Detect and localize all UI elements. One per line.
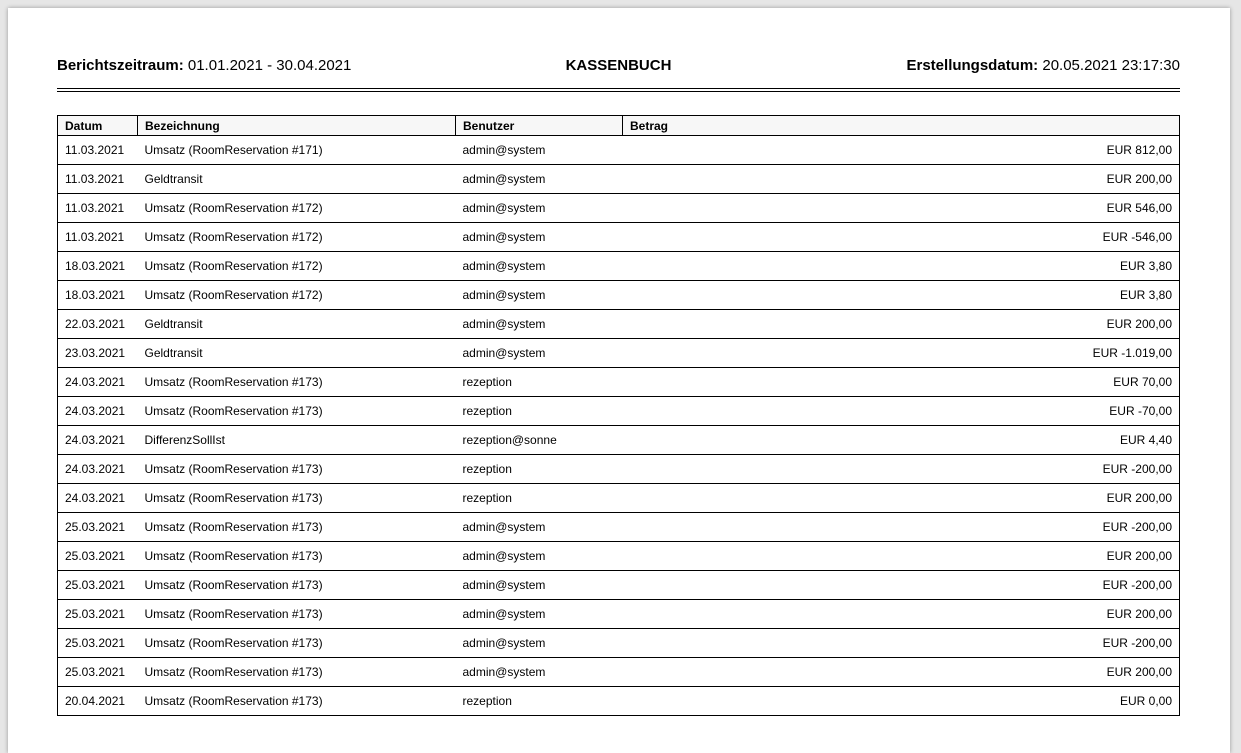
report-created-label: Erstellungsdatum: — [906, 57, 1039, 74]
cell-date: 11.03.2021 — [58, 136, 138, 165]
cell-description: Umsatz (RoomReservation #173) — [138, 484, 456, 513]
cell-date: 25.03.2021 — [58, 571, 138, 600]
table-row — [58, 426, 1180, 455]
cell-date: 25.03.2021 — [58, 629, 138, 658]
cell-date: 25.03.2021 — [58, 542, 138, 571]
cell-description: Umsatz (RoomReservation #172) — [138, 223, 456, 252]
cell-description: DifferenzSollIst — [138, 426, 456, 455]
cell-description: Umsatz (RoomReservation #172) — [138, 194, 456, 223]
cell-description: Umsatz (RoomReservation #173) — [138, 397, 456, 426]
cell-amount: EUR -200,00 — [623, 629, 1180, 658]
cell-description: Geldtransit — [138, 339, 456, 368]
cell-amount: EUR 200,00 — [623, 165, 1180, 194]
table-row — [58, 368, 1180, 397]
cell-description: Umsatz (RoomReservation #173) — [138, 658, 456, 687]
cell-date: 18.03.2021 — [58, 252, 138, 281]
table-row — [58, 455, 1180, 484]
cell-description: Umsatz (RoomReservation #173) — [138, 600, 456, 629]
cell-user: rezeption@sonne — [456, 426, 623, 455]
cell-date: 11.03.2021 — [58, 165, 138, 194]
cell-date: 25.03.2021 — [58, 658, 138, 687]
cell-amount: EUR 4,40 — [623, 426, 1180, 455]
cell-user: admin@system — [456, 542, 623, 571]
cell-amount: EUR -200,00 — [623, 513, 1180, 542]
cell-description: Umsatz (RoomReservation #173) — [138, 455, 456, 484]
cell-date: 11.03.2021 — [58, 223, 138, 252]
cell-date: 25.03.2021 — [58, 600, 138, 629]
cell-description: Geldtransit — [138, 165, 456, 194]
report-period-value: 01.01.2021 - 30.04.2021 — [187, 57, 352, 74]
cell-amount: EUR 546,00 — [623, 194, 1180, 223]
cell-description: Geldtransit — [138, 310, 456, 339]
cell-date: 22.03.2021 — [58, 310, 138, 339]
table-row — [58, 571, 1180, 600]
cell-amount: EUR -1.019,00 — [623, 339, 1180, 368]
cell-date: 23.03.2021 — [58, 339, 138, 368]
cell-user: rezeption — [456, 484, 623, 513]
cell-date: 24.03.2021 — [58, 368, 138, 397]
cell-user: admin@system — [456, 571, 623, 600]
cell-amount: EUR -546,00 — [623, 223, 1180, 252]
table-row — [58, 513, 1180, 542]
column-header-description: Bezeichnung — [138, 116, 456, 136]
table-row — [58, 687, 1180, 716]
cell-amount: EUR 200,00 — [623, 484, 1180, 513]
cell-description: Umsatz (RoomReservation #173) — [138, 571, 456, 600]
cell-date: 20.04.2021 — [58, 687, 138, 716]
cell-amount: EUR -70,00 — [623, 397, 1180, 426]
cell-description: Umsatz (RoomReservation #171) — [138, 136, 456, 165]
cell-amount: EUR -200,00 — [623, 455, 1180, 484]
header-divider-top — [57, 88, 1180, 89]
cell-description: Umsatz (RoomReservation #173) — [138, 629, 456, 658]
cell-date: 24.03.2021 — [58, 397, 138, 426]
cell-user: admin@system — [456, 310, 623, 339]
column-header-user: Benutzer — [456, 116, 623, 136]
cell-amount: EUR 0,00 — [623, 687, 1180, 716]
cell-user: admin@system — [456, 136, 623, 165]
cell-amount: EUR 3,80 — [623, 281, 1180, 310]
table-row — [58, 136, 1180, 165]
cell-description: Umsatz (RoomReservation #172) — [138, 281, 456, 310]
table-row — [58, 165, 1180, 194]
cell-amount: EUR 70,00 — [623, 368, 1180, 397]
cell-amount: EUR 3,80 — [623, 252, 1180, 281]
cell-date: 18.03.2021 — [58, 281, 138, 310]
report-created-value: 20.05.2021 23:17:30 — [1042, 57, 1180, 74]
table-row — [58, 310, 1180, 339]
report-created — [907, 57, 1181, 75]
cell-user: rezeption — [456, 397, 623, 426]
cell-amount: EUR 200,00 — [623, 658, 1180, 687]
cashbook-table — [57, 115, 1180, 716]
cell-description: Umsatz (RoomReservation #173) — [138, 368, 456, 397]
cell-user: admin@system — [456, 513, 623, 542]
table-body — [58, 136, 1180, 716]
cell-amount: EUR 812,00 — [623, 136, 1180, 165]
table-row — [58, 484, 1180, 513]
table-row — [58, 600, 1180, 629]
cell-user: admin@system — [456, 252, 623, 281]
cell-amount: EUR 200,00 — [623, 310, 1180, 339]
table-row — [58, 223, 1180, 252]
column-header-date: Datum — [58, 116, 138, 136]
table-row — [58, 542, 1180, 571]
cell-date: 11.03.2021 — [58, 194, 138, 223]
report-title: KASSENBUCH — [565, 57, 672, 74]
cell-amount: EUR 200,00 — [623, 600, 1180, 629]
report-page — [8, 8, 1230, 753]
cell-user: admin@system — [456, 339, 623, 368]
header-divider-bottom — [57, 91, 1180, 92]
cell-description: Umsatz (RoomReservation #173) — [138, 687, 456, 716]
table-row — [58, 194, 1180, 223]
cell-user: admin@system — [456, 165, 623, 194]
table-row — [58, 339, 1180, 368]
table-row — [58, 281, 1180, 310]
table-row — [58, 252, 1180, 281]
cell-amount: EUR 200,00 — [623, 542, 1180, 571]
cell-date: 24.03.2021 — [58, 426, 138, 455]
cell-user: admin@system — [456, 629, 623, 658]
table-row — [58, 629, 1180, 658]
cell-user: rezeption — [456, 455, 623, 484]
cell-description: Umsatz (RoomReservation #173) — [138, 513, 456, 542]
report-header — [57, 57, 1180, 75]
cell-date: 25.03.2021 — [58, 513, 138, 542]
cell-user: rezeption — [456, 687, 623, 716]
cell-user: admin@system — [456, 194, 623, 223]
cell-user: admin@system — [456, 281, 623, 310]
cell-description: Umsatz (RoomReservation #172) — [138, 252, 456, 281]
cell-user: admin@system — [456, 600, 623, 629]
table-row — [58, 658, 1180, 687]
cell-amount: EUR -200,00 — [623, 571, 1180, 600]
report-period-label: Berichtszeitraum: — [57, 57, 184, 74]
cell-user: rezeption — [456, 368, 623, 397]
cell-description: Umsatz (RoomReservation #173) — [138, 542, 456, 571]
table-header-row — [58, 116, 1180, 136]
cell-date: 24.03.2021 — [58, 484, 138, 513]
cell-user: admin@system — [456, 658, 623, 687]
cell-user: admin@system — [456, 223, 623, 252]
table-row — [58, 397, 1180, 426]
column-header-amount: Betrag — [623, 116, 1180, 136]
cell-date: 24.03.2021 — [58, 455, 138, 484]
